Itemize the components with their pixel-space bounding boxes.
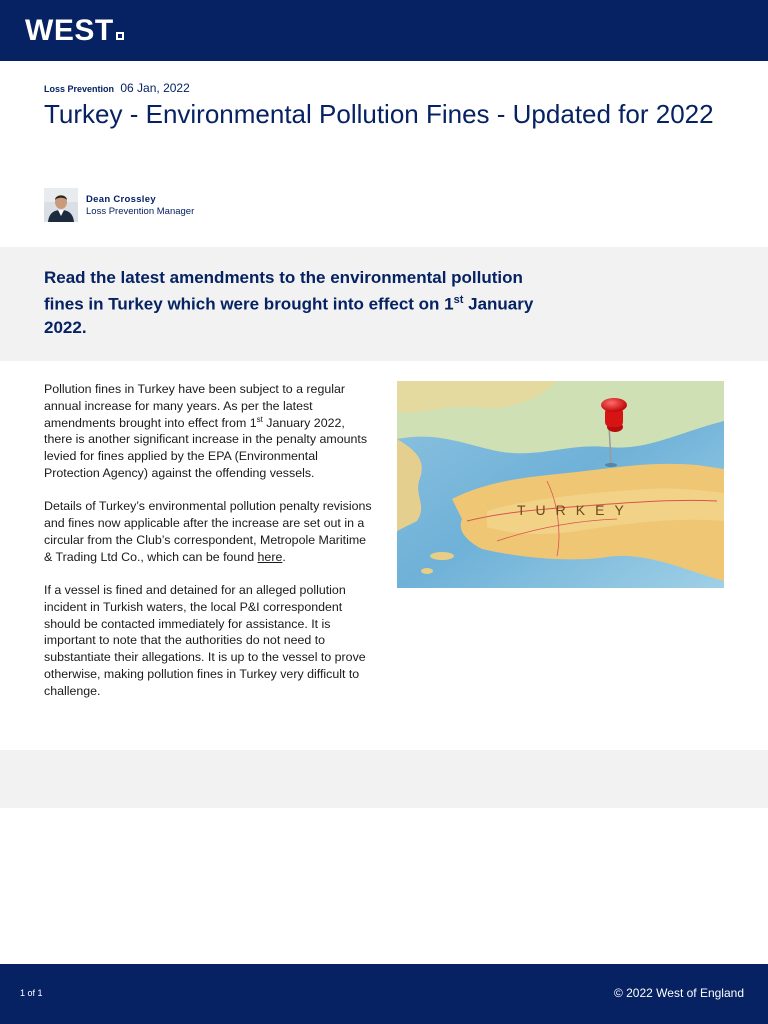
article-body: [44, 381, 374, 716]
category-label[interactable]: Loss Prevention: [44, 84, 115, 94]
here-link[interactable]: here: [257, 549, 283, 564]
paragraph-3: If a vessel is fined and detained for an alleged pollution incident in Turkish waters, the local P&I correspondent should be contacted immediately for assistance. It is important to note that the authorities do not need to substantiate their allegations. It is up to the vessel to prove otherwise, making pollution fines in Turkey very difficult to challenge.: [44, 582, 366, 698]
avatar: [44, 188, 78, 222]
logo-text: WEST: [25, 14, 114, 47]
paragraph-1: Pollution fines in Turkey have been subject to a regular annual increase for many years. As per the latest amendments brought into effect from 1st January 2022, there is another significant increase in the penalty amounts levied for fines applied by the EPA (Environmental Protection Agency) against the offending vessels.: [44, 382, 368, 480]
author-role: Loss Prevention Manager: [86, 206, 195, 217]
west-logo[interactable]: [25, 15, 124, 47]
map-country-label: TURKEY: [517, 502, 634, 518]
article-meta: [44, 81, 190, 95]
logo-square-icon: [116, 32, 124, 40]
intro-text: Read the latest amendments to the environmental pollution fines in Turkey which were brought into effect on 1st January 2022.: [44, 268, 534, 337]
page-number: 1 of 1: [20, 988, 43, 998]
author-name: Dean Crossley: [86, 194, 156, 205]
page-title: Turkey - Environmental Pollution Fines - Updated for 2022: [44, 99, 714, 129]
site-header: [0, 0, 768, 61]
turkey-map-image: [397, 381, 724, 588]
paragraph-2: Details of Turkey’s environmental pollution penalty revisions and fines now applicable after the increase are set out in a circular from the Club’s correspondent, Metropole Maritime & Trading Ltd Co., which can be found here.: [44, 499, 372, 564]
intro-section: [0, 247, 768, 361]
article-date: 06 Jan, 2022: [120, 81, 190, 95]
content-footer-band: [0, 750, 768, 808]
copyright-text: © 2022 West of England: [613, 986, 744, 1000]
page-footer: [0, 964, 768, 1024]
